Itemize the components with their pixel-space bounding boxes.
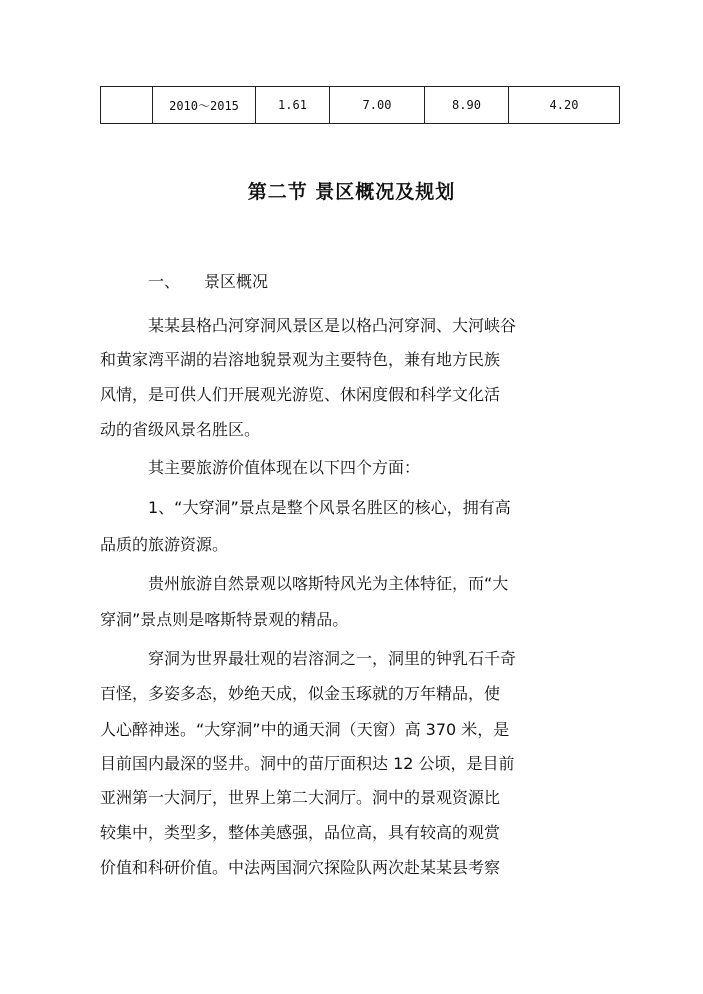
paragraph-line: 穿洞”景点则是喀斯特景观的精品。 xyxy=(100,610,349,629)
paragraph-line: 和黄家湾平湖的岩溶地貌景观为主要特色，兼有地方民族 xyxy=(100,350,501,369)
paragraph-line: 1、“大穿洞”景点是整个风景名胜区的核心，拥有高 xyxy=(148,498,511,517)
table-cell xyxy=(101,87,153,124)
subsection-heading xyxy=(148,269,268,292)
table-row xyxy=(101,87,620,124)
table-cell: 8.90 xyxy=(425,87,509,124)
paragraph-line: 动的省级风景名胜区。 xyxy=(100,420,261,439)
paragraph-line: 其主要旅游价值体现在以下四个方面： xyxy=(148,458,421,477)
table-cell: 4.20 xyxy=(509,87,620,124)
paragraph-line: 目前国内最深的竖井。洞中的苗厅面积达 12 公顷，是目前 xyxy=(100,754,515,773)
section-title: 第二节 景区概况及规划 xyxy=(247,181,456,203)
paragraph-line: 百怪，多姿多态，妙绝天成，似金玉琢就的万年精品，使 xyxy=(100,684,501,703)
data-table xyxy=(100,86,620,124)
subsection-number: 一、 xyxy=(148,272,181,291)
paragraph-line: 穿洞为世界最壮观的岩溶洞之一，洞里的钟乳石千奇 xyxy=(148,649,517,668)
table-cell: 7.00 xyxy=(330,87,425,124)
paragraph-line: 品质的旅游资源。 xyxy=(100,535,229,554)
paragraph-line: 贵州旅游自然景观以喀斯特风光为主体特征，而“大 xyxy=(148,574,509,593)
paragraph-line: 人心醉神迷。“大穿洞”中的通天洞（天窗）高 370 米，是 xyxy=(100,720,510,739)
paragraph-line: 价值和科研价值。中法两国洞穴探险队两次赴某某县考察 xyxy=(100,858,501,877)
paragraph-line: 较集中，类型多，整体美感强，品位高，具有较高的观赏 xyxy=(100,823,501,842)
paragraph-line: 某某县格凸河穿洞风景区是以格凸河穿洞、大河峡谷 xyxy=(148,316,517,335)
table-cell-period: 2010～2015 xyxy=(153,87,256,124)
paragraph-line: 亚洲第一大洞厅，世界上第二大洞厅。洞中的景观资源比 xyxy=(100,788,501,807)
paragraph-line: 风情，是可供人们开展观光游览、休闲度假和科学文化活 xyxy=(100,385,501,404)
table-cell: 1.61 xyxy=(256,87,330,124)
subsection-title: 景区概况 xyxy=(204,272,269,291)
